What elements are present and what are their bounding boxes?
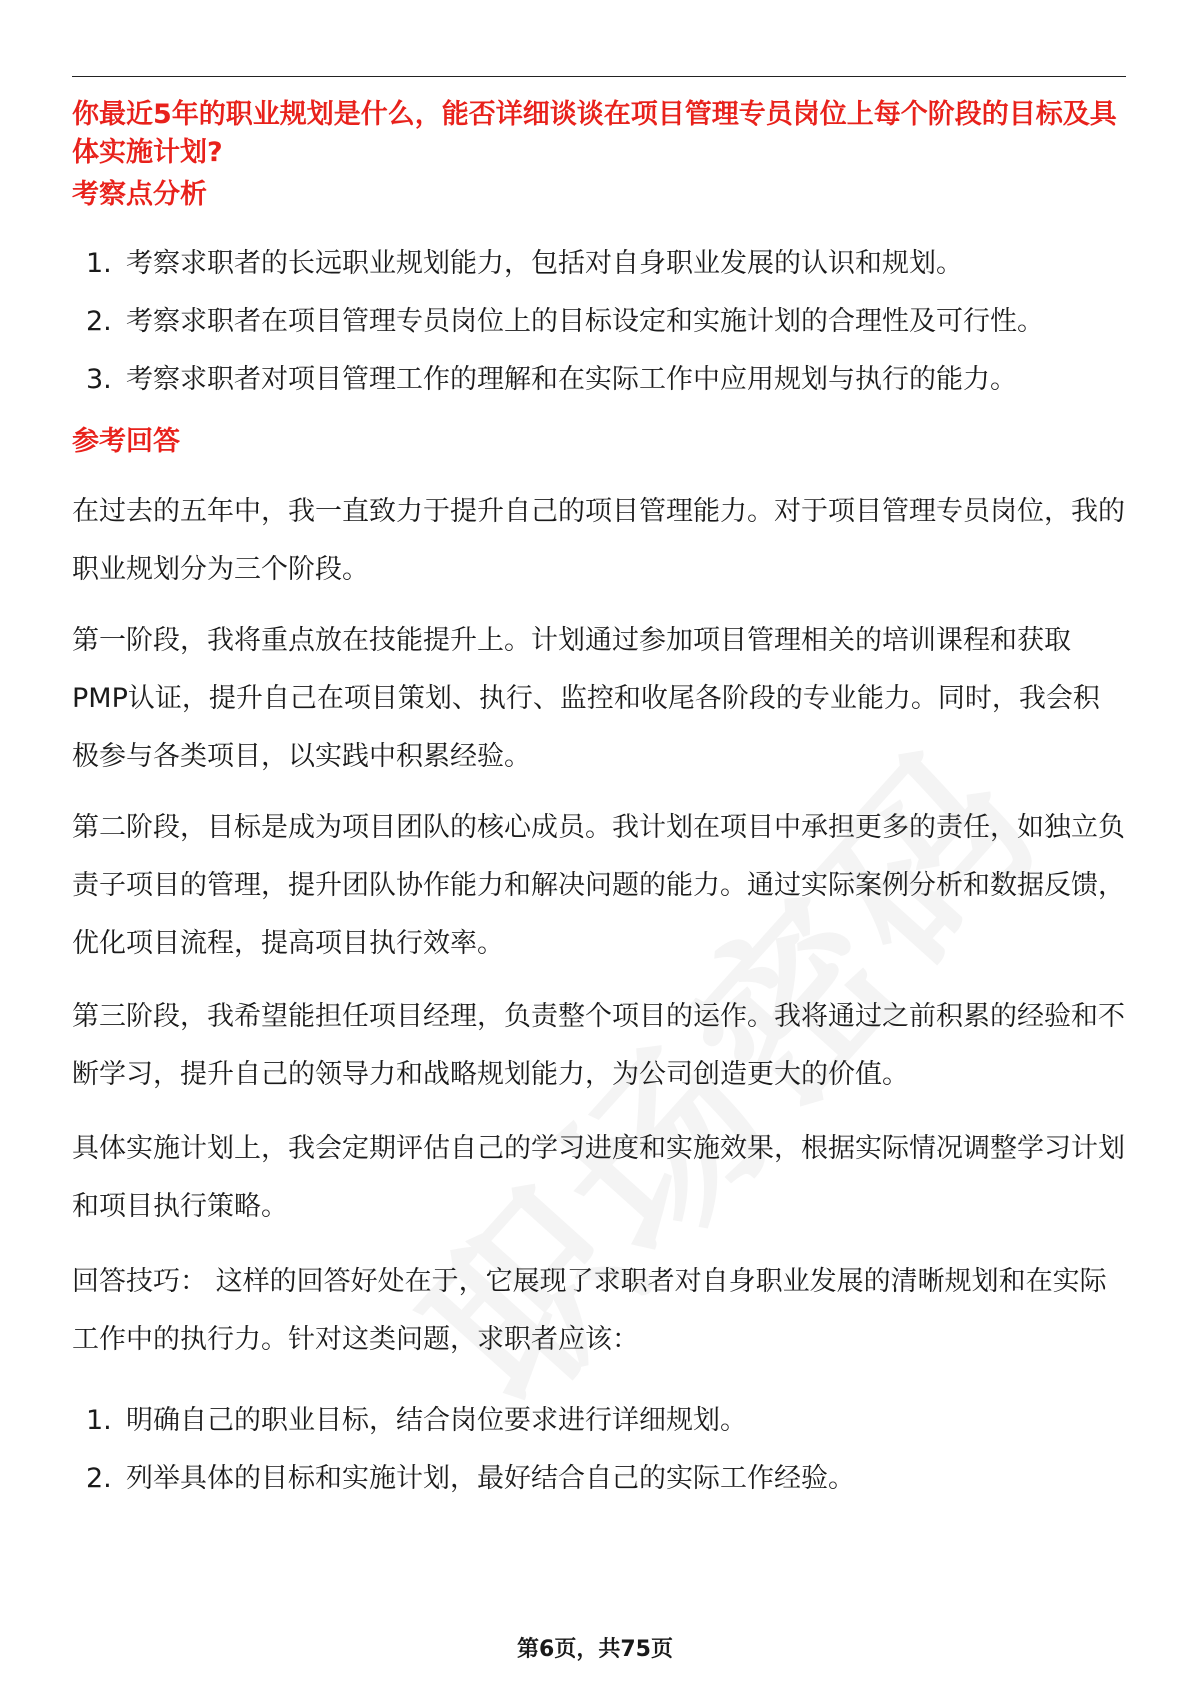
page-number-footer: 第6页，共75页 — [517, 1637, 673, 1662]
top-divider — [72, 76, 1126, 77]
answer-paragraph-plan: 具体实施计划上，我会定期评估自己的学习进度和实施效果，根据实际情况调整学习计划和项目执行策略。 — [72, 1133, 1125, 1222]
answer-paragraph-stage-2: 第二阶段，目标是成为项目团队的核心成员。我计划在项目中承担更多的责任，如独立负责子项目的管理，提升团队协作能力和解决问题的能力。通过实际案例分析和数据反馈，优化项目流程，提高项目执行效率。 — [72, 812, 1125, 959]
tips-list — [72, 1403, 1126, 1519]
answer-paragraph-stage-1: 第一阶段，我将重点放在技能提升上。计划通过参加项目管理相关的培训课程和获取PMP认证，提升自己在项目策划、执行、监控和收尾各阶段的专业能力。同时，我会积极参与各类项目，以实践中积累经验。 — [72, 625, 1100, 772]
answer-paragraph-intro: 在过去的五年中，我一直致力于提升自己的项目管理能力。对于项目管理专员岗位，我的职业规划分为三个阶段。 — [72, 496, 1125, 585]
answer-tips-intro: 回答技巧： 这样的回答好处在于，它展现了求职者对自身职业发展的清晰规划和在实际工作中的执行力。针对这类问题，求职者应该： — [72, 1266, 1107, 1355]
question-title: 你最近5年的职业规划是什么，能否详细谈谈在项目管理专员岗位上每个阶段的目标及具体实施计划? — [72, 99, 1117, 168]
list-item: 3. 考察求职者对项目管理工作的理解和在实际工作中应用规划与执行的能力。 — [86, 364, 1017, 395]
list-item: 2. 列举具体的目标和实施计划，最好结合自己的实际工作经验。 — [86, 1463, 855, 1494]
list-item: 1. 考察求职者的长远职业规划能力，包括对自身职业发展的认识和规划。 — [86, 248, 963, 279]
analysis-heading: 考察点分析 — [72, 179, 207, 210]
list-item: 1. 明确自己的职业目标，结合岗位要求进行详细规划。 — [86, 1405, 747, 1436]
answer-heading: 参考回答 — [72, 426, 180, 457]
list-item: 2. 考察求职者在项目管理专员岗位上的目标设定和实施计划的合理性及可行性。 — [86, 306, 1044, 337]
document-page — [72, 0, 1126, 1684]
answer-paragraph-stage-3: 第三阶段，我希望能担任项目经理，负责整个项目的运作。我将通过之前积累的经验和不断学习，提升自己的领导力和战略规划能力，为公司创造更大的价值。 — [72, 1001, 1125, 1090]
analysis-list — [72, 246, 1126, 420]
